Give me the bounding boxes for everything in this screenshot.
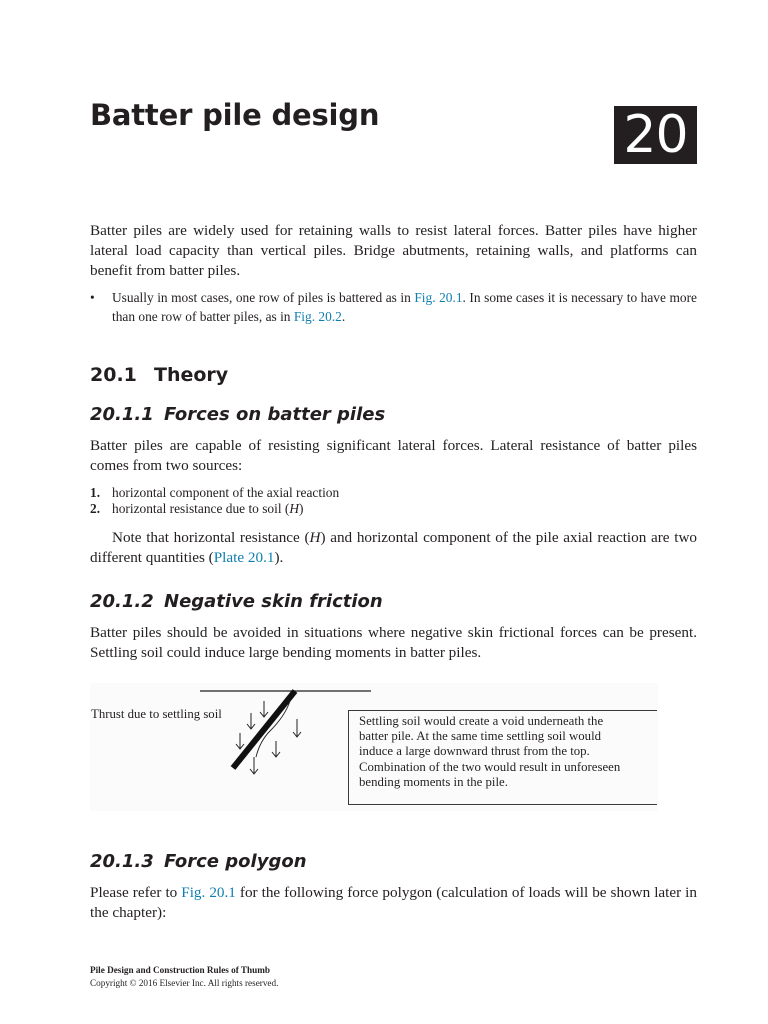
subsection-heading-forces <box>90 404 385 425</box>
subsection-number: 20.1.2 <box>90 591 154 612</box>
bullet-text-part: . In some cases it is necessary to have more than one row of batter piles, as in <box>112 290 697 324</box>
list-item <box>90 500 304 517</box>
subsection-title: Forces on batter piles <box>164 404 386 425</box>
note-text-part: Note that horizontal resistance ( <box>112 529 310 546</box>
fig-20-1-link[interactable]: Fig. 20.1 <box>414 290 463 305</box>
figure-label: Thrust due to settling soil <box>91 707 222 721</box>
subsection-title: Force polygon <box>164 851 307 872</box>
note-text-part: ). <box>274 549 284 566</box>
forces-paragraph: Batter piles are capable of resisting significant lateral forces. Lateral resistance of batter piles comes from two sources: <box>90 437 697 474</box>
paragraph-text-part: for the following force polygon (calculation of loads will be shown later in the chapter): <box>90 884 697 921</box>
list-number: 2. <box>90 501 101 516</box>
subsection-heading-negative-friction <box>90 591 383 612</box>
chapter-title: Batter pile design <box>90 98 380 132</box>
callout-line: induce a large downward thrust from the top. <box>359 744 590 759</box>
bullet-text-part: Usually in most cases, one row of piles is battered as in <box>112 290 415 305</box>
note-paragraph <box>90 528 697 568</box>
list-item-text: horizontal component of the axial reaction <box>112 485 340 500</box>
list-text-part: horizontal resistance due to soil ( <box>112 501 290 516</box>
list-number: 1. <box>90 485 101 500</box>
plate-20-1-link[interactable]: Plate 20.1 <box>213 549 275 566</box>
thrust-arrows <box>236 701 301 774</box>
section-title: Theory <box>154 364 229 386</box>
bullet-text <box>112 288 697 326</box>
section-heading-theory <box>90 364 228 386</box>
bullet-mark: • <box>90 290 95 305</box>
section-number: 20.1 <box>90 364 137 386</box>
subsection-number: 20.1.3 <box>90 851 154 872</box>
subsection-heading-force-polygon <box>90 851 307 872</box>
book-title-footer: Pile Design and Construction Rules of Thumb <box>90 965 271 975</box>
chapter-number-badge: 20 <box>614 106 697 164</box>
list-item <box>90 484 339 501</box>
intro-paragraph: Batter piles are widely used for retaining walls to resist lateral forces. Batter piles have higher lateral load capacity than vertical piles. Bridge abutments, retaining walls, and platforms can benefit from batter piles. <box>90 222 697 279</box>
negative-friction-paragraph: Batter piles should be avoided in situations where negative skin frictional forces can be present. Settling soil could induce large bending moments in batter piles. <box>90 624 697 661</box>
fig-20-1-link[interactable]: Fig. 20.1 <box>181 884 236 901</box>
list-item-text <box>112 500 304 517</box>
paragraph-text-part: Please refer to <box>90 884 182 901</box>
variable-h: H <box>309 529 321 546</box>
note-text-part: ) and horizontal component of the pile axial reaction are two different quantities ( <box>90 529 698 566</box>
variable-h: H <box>289 501 300 516</box>
intro-bullet <box>90 288 697 326</box>
subsection-number: 20.1.1 <box>90 404 154 425</box>
copyright-footer: Copyright © 2016 Elsevier Inc. All rights reserved. <box>90 978 279 988</box>
settling-soil-figure <box>90 683 658 811</box>
bullet-text-part: . <box>341 309 346 324</box>
list-text-part: ) <box>299 501 304 516</box>
callout-line: batter pile. At the same time settling soil would <box>359 729 602 744</box>
callout-line: Settling soil would create a void underneath the <box>359 714 604 728</box>
fig-20-2-link[interactable]: Fig. 20.2 <box>293 309 342 324</box>
force-polygon-paragraph <box>90 883 697 923</box>
subsection-title: Negative skin friction <box>164 591 383 612</box>
callout-line: bending moments in the pile. <box>359 774 508 789</box>
callout-line: Combination of the two would result in unforeseen <box>359 759 621 774</box>
figure-callout-box <box>348 710 657 805</box>
